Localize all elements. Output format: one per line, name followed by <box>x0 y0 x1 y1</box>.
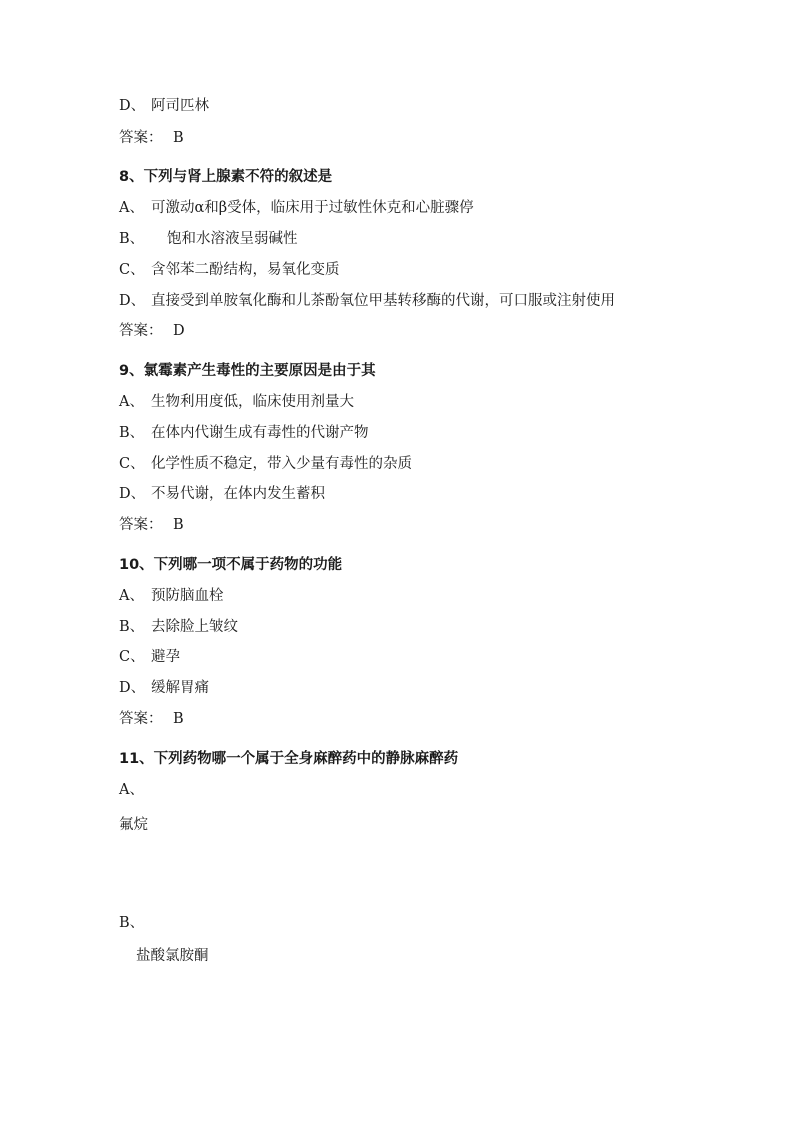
answer-value: B <box>173 711 184 727</box>
question-title: 10、下列哪一项不属于药物的功能 <box>119 557 343 573</box>
option-a <box>119 587 224 605</box>
option-text: 直接受到单胺氧化酶和儿茶酚氧位甲基转移酶的代谢，可口服或注射使用 <box>151 293 615 309</box>
option-letter: D、 <box>119 680 146 696</box>
option-b <box>119 424 369 442</box>
option-a <box>119 393 354 411</box>
option-text: 不易代谢，在体内发生蓄积 <box>151 486 325 502</box>
option-letter: C、 <box>119 649 145 665</box>
option-b-text: 盐酸氯胺酮 <box>136 948 209 964</box>
option-text: 缓解胃痛 <box>151 680 209 696</box>
option-text: 生物利用度低，临床使用剂量大 <box>151 394 354 410</box>
option-b <box>119 618 238 636</box>
answer-value: B <box>173 517 184 533</box>
option-c <box>119 261 340 279</box>
option-text: 去除脸上皱纹 <box>151 619 238 635</box>
option-letter: A、 <box>119 394 144 410</box>
answer-value: B <box>173 130 184 146</box>
answer-line <box>119 322 185 340</box>
answer-label: 答案： <box>119 130 163 146</box>
option-text: 预防脑血栓 <box>151 588 224 604</box>
option-letter: A、 <box>119 588 144 604</box>
answer-line <box>119 516 184 534</box>
option-d <box>119 679 209 697</box>
option-text: 阿司匹林 <box>151 98 209 114</box>
option-letter: A、 <box>119 200 144 216</box>
question-title: 11、下列药物哪一个属于全身麻醉药中的静脉麻醉药 <box>119 751 459 767</box>
option-letter: B、 <box>119 231 145 247</box>
option-text: 化学性质不稳定，带入少量有毒性的杂质 <box>151 456 412 472</box>
option-text: 避孕 <box>151 649 180 665</box>
answer-line <box>119 710 184 728</box>
option-text: 含邻苯二酚结构，易氧化变质 <box>151 262 340 278</box>
option-b-letter: B、 <box>119 915 145 931</box>
option-d <box>119 485 325 503</box>
option-letter: B、 <box>119 425 145 441</box>
question-title: 9、氯霉素产生毒性的主要原因是由于其 <box>119 363 376 379</box>
option-letter: D、 <box>119 98 146 114</box>
option-c <box>119 648 180 666</box>
option-b <box>119 230 298 248</box>
option-letter: C、 <box>119 456 145 472</box>
option-a-letter: A、 <box>119 782 144 798</box>
question-title: 8、下列与肾上腺素不符的叙述是 <box>119 169 333 185</box>
option-c <box>119 455 412 473</box>
answer-label: 答案： <box>119 711 163 727</box>
option-letter: D、 <box>119 486 146 502</box>
option-a <box>119 199 474 217</box>
option-letter: B、 <box>119 619 145 635</box>
answer-value: D <box>173 323 185 339</box>
option-d <box>119 292 615 310</box>
option-letter: C、 <box>119 262 145 278</box>
answer-label: 答案： <box>119 517 163 533</box>
option-a-text: 氟烷 <box>119 817 148 833</box>
option-d <box>119 97 209 115</box>
option-text: 饱和水溶液呈弱碱性 <box>167 231 298 247</box>
option-letter: D、 <box>119 293 146 309</box>
answer-line <box>119 129 184 147</box>
answer-label: 答案： <box>119 323 163 339</box>
option-text: 在体内代谢生成有毒性的代谢产物 <box>151 425 369 441</box>
option-text: 可激动α和β受体，临床用于过敏性休克和心脏骤停 <box>151 200 474 216</box>
